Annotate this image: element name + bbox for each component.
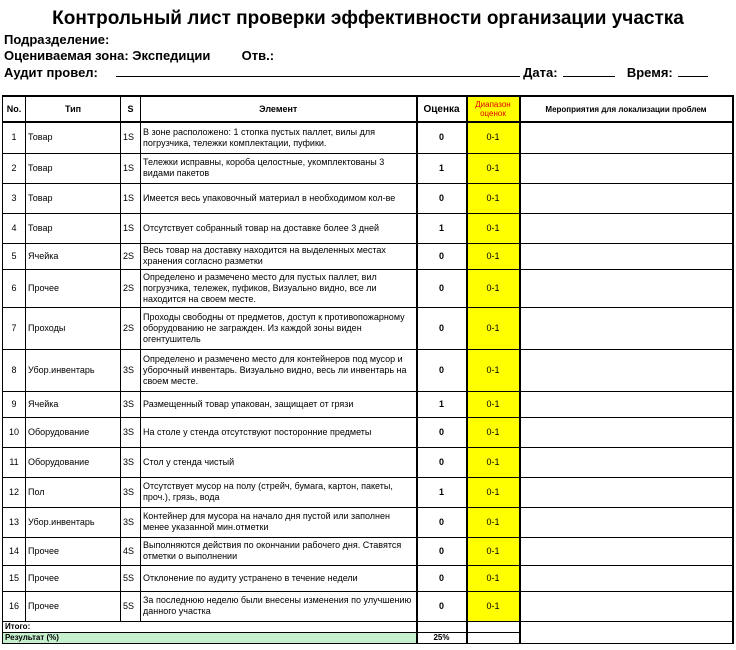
row-s: 3S [121, 507, 141, 537]
row-score[interactable]: 1 [417, 153, 467, 183]
col-no-header: No. [3, 96, 26, 122]
row-s: 1S [121, 213, 141, 243]
row-no: 12 [3, 477, 26, 507]
row-type: Товар [26, 153, 121, 183]
row-score[interactable]: 0 [417, 447, 467, 477]
table-header-row [3, 96, 733, 122]
row-actions[interactable] [520, 307, 733, 349]
col-element-header: Элемент [141, 96, 417, 122]
result-actions [520, 632, 733, 643]
row-element: Выполняются действия по окончании рабочего дня. Ставятся отметки о выполнении [141, 537, 417, 565]
row-score[interactable]: 0 [417, 122, 467, 153]
row-no: 11 [3, 447, 26, 477]
row-type: Оборудование [26, 417, 121, 447]
row-actions[interactable] [520, 507, 733, 537]
row-type: Прочее [26, 269, 121, 307]
row-type: Ячейка [26, 391, 121, 417]
col-score-header: Оценка [417, 96, 467, 122]
row-score[interactable]: 0 [417, 349, 467, 391]
row-element: Имеется весь упаковочный материал в необходимом кол-ве [141, 183, 417, 213]
row-element: Размещенный товар упакован, защищает от грязи [141, 391, 417, 417]
row-actions[interactable] [520, 537, 733, 565]
row-s: 2S [121, 269, 141, 307]
row-range: 0-1 [467, 391, 520, 417]
table-row [3, 391, 733, 417]
row-element: Определено и размечено место для контейнеров под мусор и уборочный инвентарь. Визуально видно, весь ли инвентарь на своем месте. [141, 349, 417, 391]
total-label: Итого: [3, 621, 417, 632]
date-field[interactable] [563, 64, 615, 77]
department-label: Подразделение: [4, 32, 110, 47]
row-type: Убор.инвентарь [26, 507, 121, 537]
auditor-label: Аудит провел: [4, 65, 98, 80]
row-no: 1 [3, 122, 26, 153]
row-range: 0-1 [467, 537, 520, 565]
row-actions[interactable] [520, 391, 733, 417]
row-type: Товар [26, 213, 121, 243]
zone-label: Оцениваемая зона: [4, 48, 129, 63]
row-actions[interactable] [520, 477, 733, 507]
row-range: 0-1 [467, 307, 520, 349]
row-no: 10 [3, 417, 26, 447]
row-s: 2S [121, 243, 141, 269]
row-element: На столе у стенда отсутствуют посторонние предметы [141, 417, 417, 447]
row-range: 0-1 [467, 349, 520, 391]
row-s: 3S [121, 447, 141, 477]
row-score[interactable]: 0 [417, 565, 467, 591]
row-no: 5 [3, 243, 26, 269]
time-field[interactable] [678, 64, 708, 77]
row-range: 0-1 [467, 122, 520, 153]
checklist-table [2, 95, 734, 644]
row-range: 0-1 [467, 417, 520, 447]
zone-line [4, 48, 274, 63]
row-s: 3S [121, 349, 141, 391]
table-row [3, 307, 733, 349]
row-actions[interactable] [520, 565, 733, 591]
row-element: Контейнер для мусора на начало дня пустой или заполнен менее указанной мин.отметки [141, 507, 417, 537]
row-no: 3 [3, 183, 26, 213]
row-no: 2 [3, 153, 26, 183]
row-type: Товар [26, 183, 121, 213]
result-range [467, 632, 520, 643]
col-type-header: Тип [26, 96, 121, 122]
row-no: 8 [3, 349, 26, 391]
result-value: 25% [417, 632, 467, 643]
row-s: 3S [121, 417, 141, 447]
row-type: Прочее [26, 537, 121, 565]
row-s: 1S [121, 153, 141, 183]
row-actions[interactable] [520, 269, 733, 307]
row-actions[interactable] [520, 183, 733, 213]
row-no: 16 [3, 591, 26, 621]
table-row [3, 565, 733, 591]
row-range: 0-1 [467, 269, 520, 307]
row-actions[interactable] [520, 213, 733, 243]
date-label: Дата: [523, 65, 558, 80]
row-type: Убор.инвентарь [26, 349, 121, 391]
department-line [4, 32, 109, 47]
row-type: Товар [26, 122, 121, 153]
table-row [3, 591, 733, 621]
table-row [3, 183, 733, 213]
total-score [417, 621, 467, 632]
row-range: 0-1 [467, 213, 520, 243]
page-title: Контрольный лист проверки эффективности организации участка [52, 8, 684, 29]
table-row [3, 507, 733, 537]
row-score[interactable]: 0 [417, 417, 467, 447]
row-element: Отсутствует собранный товар на доставке более 3 дней [141, 213, 417, 243]
row-type: Пол [26, 477, 121, 507]
row-element: Стол у стенда чистый [141, 447, 417, 477]
row-score[interactable]: 0 [417, 183, 467, 213]
row-actions[interactable] [520, 122, 733, 153]
row-no: 4 [3, 213, 26, 243]
row-element: Проходы свободны от предметов, доступ к противопожарному оборудованию не загражден. Из каждой зоны виден огентушитель [141, 307, 417, 349]
table-row [3, 213, 733, 243]
auditor-line [4, 64, 708, 80]
row-no: 9 [3, 391, 26, 417]
row-element: Весь товар на доставку находится на выделенных местах хранения согласно разметки [141, 243, 417, 269]
row-score[interactable]: 1 [417, 477, 467, 507]
row-actions[interactable] [520, 349, 733, 391]
row-s: 3S [121, 391, 141, 417]
col-actions-header: Мероприятия для локализации проблем [520, 96, 733, 122]
row-no: 6 [3, 269, 26, 307]
table-row [3, 447, 733, 477]
table-row [3, 477, 733, 507]
result-row [3, 632, 733, 643]
table-row [3, 349, 733, 391]
row-no: 14 [3, 537, 26, 565]
table-row [3, 537, 733, 565]
row-type: Оборудование [26, 447, 121, 477]
row-s: 2S [121, 307, 141, 349]
time-label: Время: [626, 65, 673, 80]
row-score[interactable]: 0 [417, 243, 467, 269]
row-score[interactable]: 0 [417, 269, 467, 307]
row-type: Проходы [26, 307, 121, 349]
row-type: Прочее [26, 565, 121, 591]
total-row [3, 621, 733, 632]
row-no: 15 [3, 565, 26, 591]
responsible-label: Отв.: [241, 48, 275, 63]
result-label: Результат (%) [3, 632, 417, 643]
row-range: 0-1 [467, 447, 520, 477]
row-range: 0-1 [467, 591, 520, 621]
row-element: Тележки исправны, короба целостные, укомплектованы 3 видами пакетов [141, 153, 417, 183]
row-range: 0-1 [467, 477, 520, 507]
row-score[interactable]: 1 [417, 391, 467, 417]
col-s-header: S [121, 96, 141, 122]
table-row [3, 122, 733, 153]
row-no: 7 [3, 307, 26, 349]
total-actions [520, 621, 733, 632]
row-type: Прочее [26, 591, 121, 621]
row-element: Отсутствует мусор на полу (стрейч, бумага, картон, пакеты, проч.), грязь, вода [141, 477, 417, 507]
table-row [3, 417, 733, 447]
row-s: 5S [121, 565, 141, 591]
row-actions[interactable] [520, 417, 733, 447]
row-s: 3S [121, 477, 141, 507]
table-row [3, 243, 733, 269]
row-range: 0-1 [467, 243, 520, 269]
row-type: Ячейка [26, 243, 121, 269]
row-element: Отклонение по аудиту устранено в течение недели [141, 565, 417, 591]
row-range: 0-1 [467, 183, 520, 213]
row-element: В зоне расположено: 1 стопка пустых паллет, вилы для погрузчика, тележки комплектации, пуфики. [141, 122, 417, 153]
row-range: 0-1 [467, 507, 520, 537]
table-row [3, 269, 733, 307]
row-actions[interactable] [520, 243, 733, 269]
row-score[interactable]: 0 [417, 537, 467, 565]
zone-value: Экспедиции [132, 48, 211, 63]
row-s: 4S [121, 537, 141, 565]
auditor-field[interactable] [116, 64, 520, 77]
row-s: 1S [121, 122, 141, 153]
row-range: 0-1 [467, 565, 520, 591]
row-s: 1S [121, 183, 141, 213]
row-actions[interactable] [520, 153, 733, 183]
row-score[interactable]: 0 [417, 591, 467, 621]
row-no: 13 [3, 507, 26, 537]
total-range [467, 621, 520, 632]
row-actions[interactable] [520, 591, 733, 621]
table-row [3, 153, 733, 183]
col-range-header: Диапазон оценок [467, 96, 520, 122]
row-element: Определено и размечено место для пустых паллет, вил погрузчика, тележек, пуфиков, Визуально видно, все ли находится на своем месте. [141, 269, 417, 307]
row-s: 5S [121, 591, 141, 621]
row-range: 0-1 [467, 153, 520, 183]
row-score[interactable]: 1 [417, 213, 467, 243]
row-element: За последнюю неделю были внесены изменения по улучшению данного участка [141, 591, 417, 621]
row-score[interactable]: 0 [417, 307, 467, 349]
row-score[interactable]: 0 [417, 507, 467, 537]
row-actions[interactable] [520, 447, 733, 477]
